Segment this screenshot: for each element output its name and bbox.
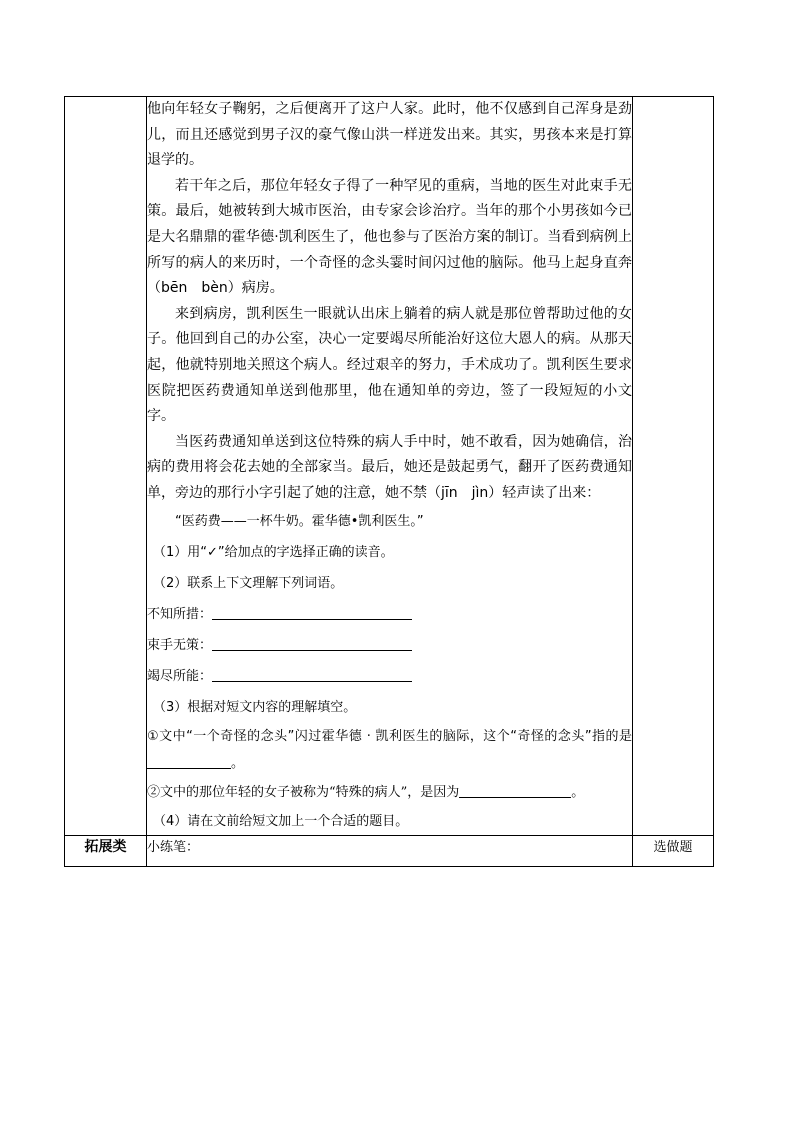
term-answer-blank-3[interactable] <box>212 668 412 682</box>
question-1: （1）用“✓”给加点的字选择正确的读音。 <box>153 544 394 560</box>
passage-paragraph-3: 来到病房，凯利医生一眼就认出床上躺着的病人就是那位曾帮助过他的女子。他回到自己的办公室，决心一定要竭尽所能治好这位大恩人的病。从那天起，他就特别地关照这个病人。经过艰辛的努力，手术成功了。凯利医生要求医院把医药费通知单送到他那里，他在通知单的旁边，签了一段短短的小文字。 <box>147 305 632 425</box>
term-row-3 <box>147 661 632 692</box>
passage-quote: “医药费——一杯牛奶。霍华德•凯利医生。” <box>175 513 424 529</box>
reading-row <box>65 97 714 836</box>
term-answer-blank-1[interactable] <box>212 606 412 620</box>
question-4: （4）请在文前给短文加上一个合适的题目。 <box>153 813 409 829</box>
question-2: （2）联系上下文理解下列词语。 <box>153 575 344 591</box>
term-label-2: 束手无策： <box>147 637 213 653</box>
question-3: （3）根据对短文内容的理解填空。 <box>153 699 357 715</box>
worksheet-table <box>64 96 714 867</box>
passage-paragraph-4: 当医药费通知单送到这位特殊的病人手中时，她不敢看，因为她确信，治病的费用将会花去她的全部家当。最后，她还是鼓起勇气，翻开了医药费通知单，旁边的那行小字引起了她的注意，她不禁（jīn jìn）轻声读了出来： <box>147 433 632 501</box>
reading-content-cell <box>147 97 633 836</box>
question-3-item-2-end: 。 <box>571 784 585 800</box>
question-3-item-1-end: 。 <box>231 755 245 771</box>
term-answer-blank-2[interactable] <box>212 637 412 651</box>
category-cell-empty <box>65 97 147 836</box>
extension-task[interactable]: 小练笔： <box>147 835 633 866</box>
question-3-item-2-blank[interactable] <box>459 784 571 798</box>
extension-row <box>65 835 714 866</box>
term-label-1: 不知所措： <box>147 606 213 622</box>
term-row-2 <box>147 630 632 661</box>
passage-paragraph-2: 若干年之后，那位年轻女子得了一种罕见的重病，当地的医生对此束手无策。最后，她被转到大城市医治，由专家会诊治疗。当年的那个小男孩如今已是大名鼎鼎的霍华德·凯利医生了，他也参与了医治方案的制订。当看到病例上所写的病人的来历时，一个奇怪的念头霎时间闪过他的脑际。他马上起身直奔（bēn bèn）病房。 <box>147 177 632 297</box>
term-row-1 <box>147 599 632 630</box>
extension-optional-label: 选做题 <box>633 835 714 866</box>
question-3-item-1-blank[interactable] <box>147 755 231 769</box>
question-3-item-2 <box>147 777 632 808</box>
notes-cell-empty <box>633 97 714 836</box>
extension-category: 拓展类 <box>65 835 147 866</box>
question-3-item-1-text: ①文中“一个奇怪的念头”闪过霍华德 · 凯利医生的脑际，这个“奇怪的念头”指的是 <box>147 728 632 744</box>
question-3-item-1 <box>147 723 632 777</box>
question-3-item-2-text: ②文中的那位年轻的女子被称为“特殊的病人”，是因为 <box>147 784 460 800</box>
term-label-3: 竭尽所能： <box>147 668 213 684</box>
passage-paragraph-1: 他向年轻女子鞠躬，之后便离开了这户人家。此时，他不仅感到自己浑身是劲儿，而且还感觉到男子汉的豪气像山洪一样迸发出来。其实，男孩本来是打算退学的。 <box>147 101 632 169</box>
